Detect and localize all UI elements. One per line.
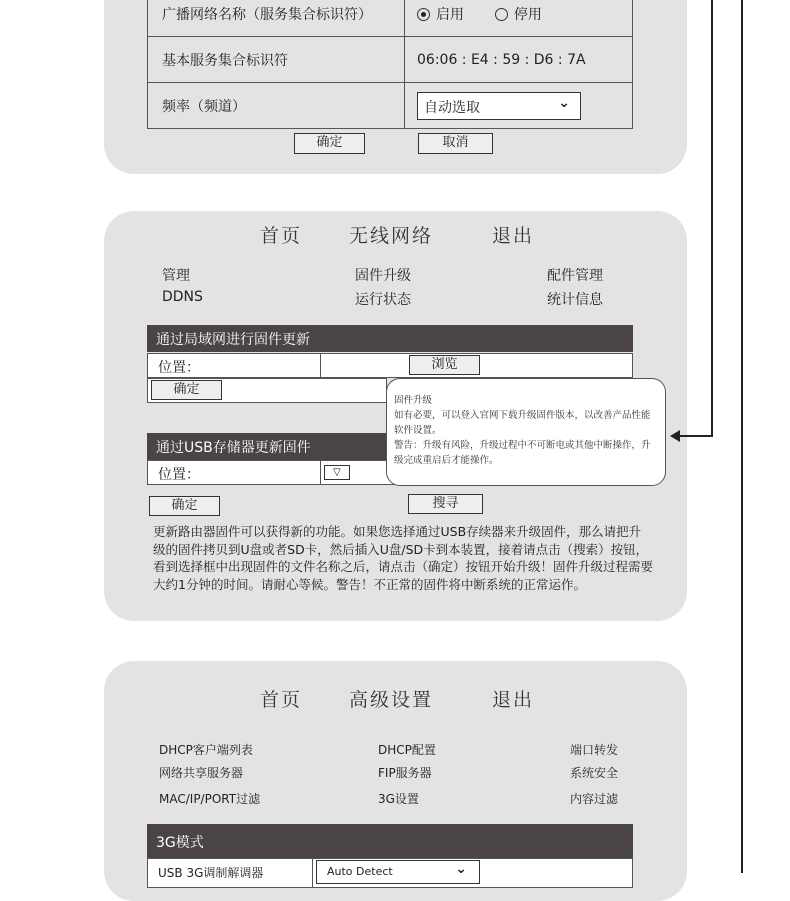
nav-home[interactable]: 首页: [260, 225, 303, 247]
ssid-broadcast-options: [405, 0, 633, 37]
menu-dhcp-config[interactable]: DHCP配置: [378, 743, 436, 757]
menu-mac-ip-port-filter[interactable]: MAC/IP/PORT过滤: [159, 792, 261, 806]
firmware-description: 更新路由器固件可以获得新的功能。如果您选择通过USB存续器来升级固件，那么请把升级的固件拷贝到U盘或者SD卡，然后插入U盘/SD卡到本装置，接着请点击（搜索）按钮，看到选择框中出现固件的文件名称之后，请点击（确定）按钮开始升级！固件升级过程需要大约1分钟的时间。请耐心等候。警告！不正常的固件将中断系统的正常运作。: [153, 524, 654, 592]
ok-button[interactable]: 确定: [294, 133, 365, 154]
usb-modem-select[interactable]: [316, 860, 480, 884]
radio-enable-label: 启用: [436, 6, 464, 23]
menu-admin[interactable]: 管理: [162, 268, 190, 284]
connector-line: [678, 435, 713, 437]
channel-cell: [405, 83, 633, 129]
tooltip-title: 固件升级: [394, 395, 433, 406]
menu-firmware-upgrade[interactable]: 固件升级: [355, 268, 411, 284]
menu-dhcp-clients[interactable]: DHCP客户端列表: [159, 743, 253, 757]
menu-content-filter[interactable]: 内容过滤: [570, 792, 619, 806]
3g-mode-title: 3G模式: [147, 824, 633, 858]
channel-label: 频率（频道）: [148, 83, 405, 129]
divider: [312, 859, 313, 887]
tooltip-line1: 如有必要，可以登入官网下载升级固件版本，以改善产品性能软件设置。: [394, 410, 651, 436]
radio-disable[interactable]: [495, 8, 508, 21]
channel-select-value: 自动选取: [424, 99, 480, 116]
connector-line: [711, 0, 713, 437]
menu-3g-settings[interactable]: 3G设置: [378, 792, 419, 806]
nav-logout[interactable]: 退出: [492, 689, 535, 711]
arrow-left-icon: [670, 430, 680, 442]
tooltip-line2: 警告：升级有风险，升级过程中不可断电或其他中断操作，升级完成重启后才能操作。: [394, 440, 651, 466]
divider: [320, 461, 321, 484]
frame-line: [741, 0, 743, 873]
wireless-settings-table: [147, 0, 633, 129]
menu-accessory-management[interactable]: 配件管理: [547, 268, 603, 284]
nav-advanced-settings[interactable]: 高级设置: [349, 689, 434, 711]
menu-ddns[interactable]: DDNS: [162, 289, 203, 305]
usb-location-label: 位置：: [158, 467, 200, 483]
table-row: [148, 0, 633, 37]
usb-modem-select-value: Auto Detect: [327, 865, 393, 878]
nav-home[interactable]: 首页: [260, 689, 303, 711]
table-row: [148, 83, 633, 129]
firmware-tooltip: [386, 378, 666, 486]
lan-location-label: 位置：: [158, 360, 200, 376]
nav-logout[interactable]: 退出: [492, 225, 535, 247]
lan-location-row: [147, 353, 633, 378]
divider: [320, 354, 321, 377]
chevron-down-icon: ⌄: [558, 94, 570, 111]
bssid-label: 基本服务集合标识符: [148, 37, 405, 83]
ssid-broadcast-label: 广播网络名称（服务集合标识符）: [148, 0, 405, 37]
radio-enable[interactable]: [417, 8, 430, 21]
wireless-settings-panel: [104, 0, 687, 174]
channel-select[interactable]: [417, 92, 581, 120]
chevron-down-icon: ⌄: [455, 861, 467, 877]
menu-system-security[interactable]: 系统安全: [570, 766, 619, 780]
menu-status[interactable]: 运行状态: [355, 292, 411, 308]
menu-ftp-server[interactable]: FIP服务器: [378, 766, 432, 780]
menu-port-forward[interactable]: 端口转发: [570, 743, 619, 757]
usb-confirm-button[interactable]: 确定: [149, 496, 220, 516]
browse-button[interactable]: 浏览: [409, 355, 480, 375]
search-button[interactable]: 搜寻: [408, 494, 483, 514]
chevron-down-icon: ▽: [333, 467, 341, 478]
usb-update-title: 通过USB存储器更新固件: [147, 433, 633, 460]
usb-file-dropdown[interactable]: [324, 465, 350, 480]
menu-network-share[interactable]: 网络共享服务器: [159, 766, 244, 780]
lan-confirm-button[interactable]: 确定: [151, 380, 222, 400]
bssid-value: 06:06 : E4 : 59 : D6 : 7A: [405, 37, 633, 83]
nav-wireless[interactable]: 无线网络: [349, 225, 434, 247]
menu-statistics[interactable]: 统计信息: [547, 292, 603, 308]
advanced-settings-panel: [104, 661, 687, 901]
usb-modem-row: [147, 858, 633, 888]
usb-modem-label: USB 3G调制解调器: [158, 866, 264, 880]
radio-disable-label: 停用: [513, 6, 542, 23]
table-row: [148, 37, 633, 83]
cancel-button[interactable]: 取消: [418, 133, 493, 154]
lan-update-title: 通过局域网进行固件更新: [147, 325, 633, 352]
